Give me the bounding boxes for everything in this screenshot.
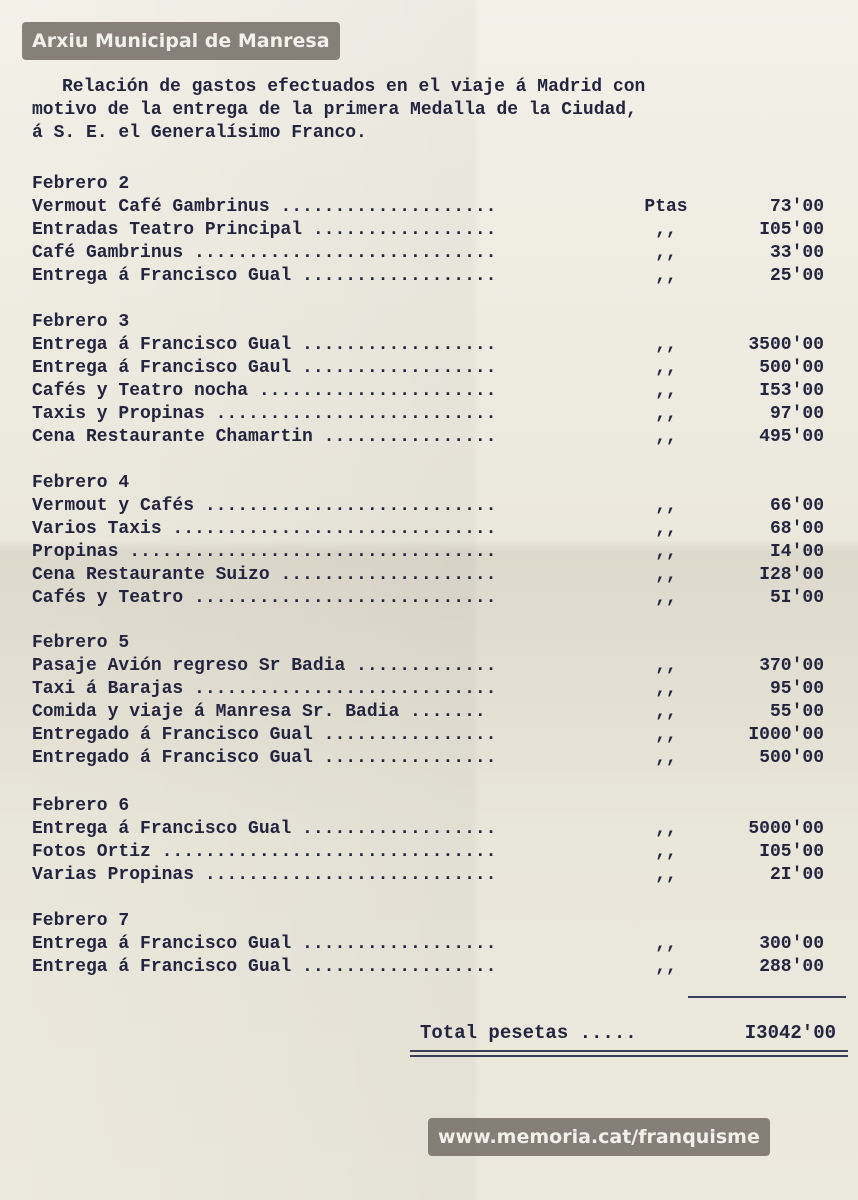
expense-section — [32, 173, 832, 288]
expense-description: Entrega á Francisco Gual .................. — [32, 957, 497, 977]
currency-mark: ,, — [655, 656, 677, 676]
currency-mark: ,, — [655, 243, 677, 263]
expense-description: Entrega á Francisco Gaul .................. — [32, 358, 497, 378]
expense-description: Cena Restaurante Suizo .................... — [32, 565, 497, 585]
expense-row — [32, 841, 832, 864]
expense-row — [32, 219, 832, 242]
currency-mark: ,, — [655, 335, 677, 355]
total-label: Total pesetas ..... — [420, 1022, 637, 1044]
currency-mark: ,, — [655, 542, 677, 562]
heading-line: á S. E. el Generalísimo Franco. — [32, 123, 367, 143]
archive-watermark: Arxiu Municipal de Manresa — [22, 22, 340, 60]
expense-description: Café Gambrinus ............................ — [32, 243, 497, 263]
currency-mark: ,, — [655, 519, 677, 539]
heading-line: Relación de gastos efectuados en el viaje á Madrid con — [62, 77, 646, 97]
expense-amount: I28'00 — [759, 565, 824, 585]
expense-section — [32, 311, 832, 449]
expense-row — [32, 655, 832, 678]
expense-description: Taxi á Barajas ............................ — [32, 679, 497, 699]
expense-amount: 68'00 — [769, 519, 824, 539]
expense-description: Entrega á Francisco Gual .................. — [32, 934, 497, 954]
expense-description: Entrega á Francisco Gual .................. — [32, 266, 497, 286]
expense-amount: 73'00 — [769, 197, 824, 217]
expense-description: Pasaje Avión regreso Sr Badia ............. — [32, 656, 497, 676]
expense-description: Taxis y Propinas .......................... — [32, 404, 497, 424]
expense-row — [32, 380, 832, 403]
currency-mark: ,, — [655, 404, 677, 424]
expense-amount: 33'00 — [769, 243, 824, 263]
expense-description: Varias Propinas ........................... — [32, 865, 497, 885]
expense-amount: 500'00 — [759, 358, 824, 378]
section-date: Febrero 3 — [32, 312, 130, 332]
expense-amount: 2I'00 — [769, 865, 824, 885]
expense-row — [32, 265, 832, 288]
expense-amount: 300'00 — [759, 934, 824, 954]
total-amount: I3042'00 — [744, 1022, 836, 1044]
currency-mark: ,, — [655, 266, 677, 286]
expense-row — [32, 564, 832, 587]
section-date: Febrero 4 — [32, 473, 130, 493]
expense-description: Entregado á Francisco Gual ................ — [32, 725, 497, 745]
currency-mark: ,, — [655, 934, 677, 954]
expense-row — [32, 956, 832, 979]
expense-section — [32, 910, 832, 979]
total-row — [420, 1020, 836, 1046]
currency-mark: ,, — [655, 427, 677, 447]
expense-amount: 95'00 — [769, 679, 824, 699]
expense-row — [32, 403, 832, 426]
heading-line: motivo de la entrega de la primera Medalla de la Ciudad, — [32, 100, 637, 120]
expense-amount: 495'00 — [759, 427, 824, 447]
expense-row — [32, 678, 832, 701]
currency-mark: ,, — [655, 220, 677, 240]
currency-mark: ,, — [655, 679, 677, 699]
expense-row — [32, 242, 832, 265]
expense-row — [32, 724, 832, 747]
total-double-rule — [410, 1050, 848, 1057]
expense-amount: 500'00 — [759, 748, 824, 768]
section-date: Febrero 5 — [32, 633, 130, 653]
sum-rule — [688, 996, 846, 998]
expense-description: Fotos Ortiz ............................... — [32, 842, 497, 862]
expense-amount: I53'00 — [759, 381, 824, 401]
expense-description: Entregado á Francisco Gual ................ — [32, 748, 497, 768]
expense-row — [32, 357, 832, 380]
expense-amount: 25'00 — [769, 266, 824, 286]
currency-mark: ,, — [655, 957, 677, 977]
expense-description: Vermout Café Gambrinus .................... — [32, 197, 497, 217]
expense-row — [32, 196, 832, 219]
currency-mark: Ptas — [644, 197, 688, 217]
expense-section — [32, 472, 832, 610]
expense-amount: I05'00 — [759, 842, 824, 862]
expense-row — [32, 518, 832, 541]
expense-amount: I4'00 — [769, 542, 824, 562]
expense-description: Entrega á Francisco Gual .................. — [32, 819, 497, 839]
currency-mark: ,, — [655, 702, 677, 722]
expense-amount: 370'00 — [759, 656, 824, 676]
expense-description: Cafés y Teatro nocha ...................... — [32, 381, 497, 401]
currency-mark: ,, — [655, 842, 677, 862]
currency-mark: ,, — [655, 588, 677, 608]
currency-mark: ,, — [655, 358, 677, 378]
expense-amount: I05'00 — [759, 220, 824, 240]
expense-row — [32, 747, 832, 770]
expense-description: Cafés y Teatro ............................ — [32, 588, 497, 608]
currency-mark: ,, — [655, 748, 677, 768]
expense-description: Varios Taxis .............................. — [32, 519, 497, 539]
expense-amount: 3500'00 — [748, 335, 824, 355]
expense-row — [32, 587, 832, 610]
expense-section — [32, 795, 832, 887]
section-date: Febrero 6 — [32, 796, 130, 816]
expense-amount: 66'00 — [769, 496, 824, 516]
expense-row — [32, 334, 832, 357]
document-heading — [32, 76, 832, 145]
expense-row — [32, 701, 832, 724]
expense-amount: 5I'00 — [769, 588, 824, 608]
expense-row — [32, 818, 832, 841]
expense-amount: 5000'00 — [748, 819, 824, 839]
expense-row — [32, 541, 832, 564]
expense-description: Vermout y Cafés ........................... — [32, 496, 497, 516]
currency-mark: ,, — [655, 381, 677, 401]
expense-row — [32, 426, 832, 449]
expense-description: Propinas .................................. — [32, 542, 497, 562]
section-date: Febrero 2 — [32, 174, 130, 194]
expense-description: Comida y viaje á Manresa Sr. Badia ....... — [32, 702, 486, 722]
expense-description: Entradas Teatro Principal ................. — [32, 220, 497, 240]
expense-amount: 288'00 — [759, 957, 824, 977]
expense-row — [32, 933, 832, 956]
currency-mark: ,, — [655, 565, 677, 585]
expense-amount: I000'00 — [748, 725, 824, 745]
currency-mark: ,, — [655, 865, 677, 885]
source-url-watermark: www.memoria.cat/franquisme — [428, 1118, 770, 1156]
expense-amount: 55'00 — [769, 702, 824, 722]
currency-mark: ,, — [655, 725, 677, 745]
currency-mark: ,, — [655, 496, 677, 516]
currency-mark: ,, — [655, 819, 677, 839]
expense-amount: 97'00 — [769, 404, 824, 424]
expense-description: Entrega á Francisco Gual .................. — [32, 335, 497, 355]
expense-row — [32, 495, 832, 518]
section-date: Febrero 7 — [32, 911, 130, 931]
expense-section — [32, 632, 832, 770]
expense-description: Cena Restaurante Chamartin ................ — [32, 427, 497, 447]
expense-row — [32, 864, 832, 887]
